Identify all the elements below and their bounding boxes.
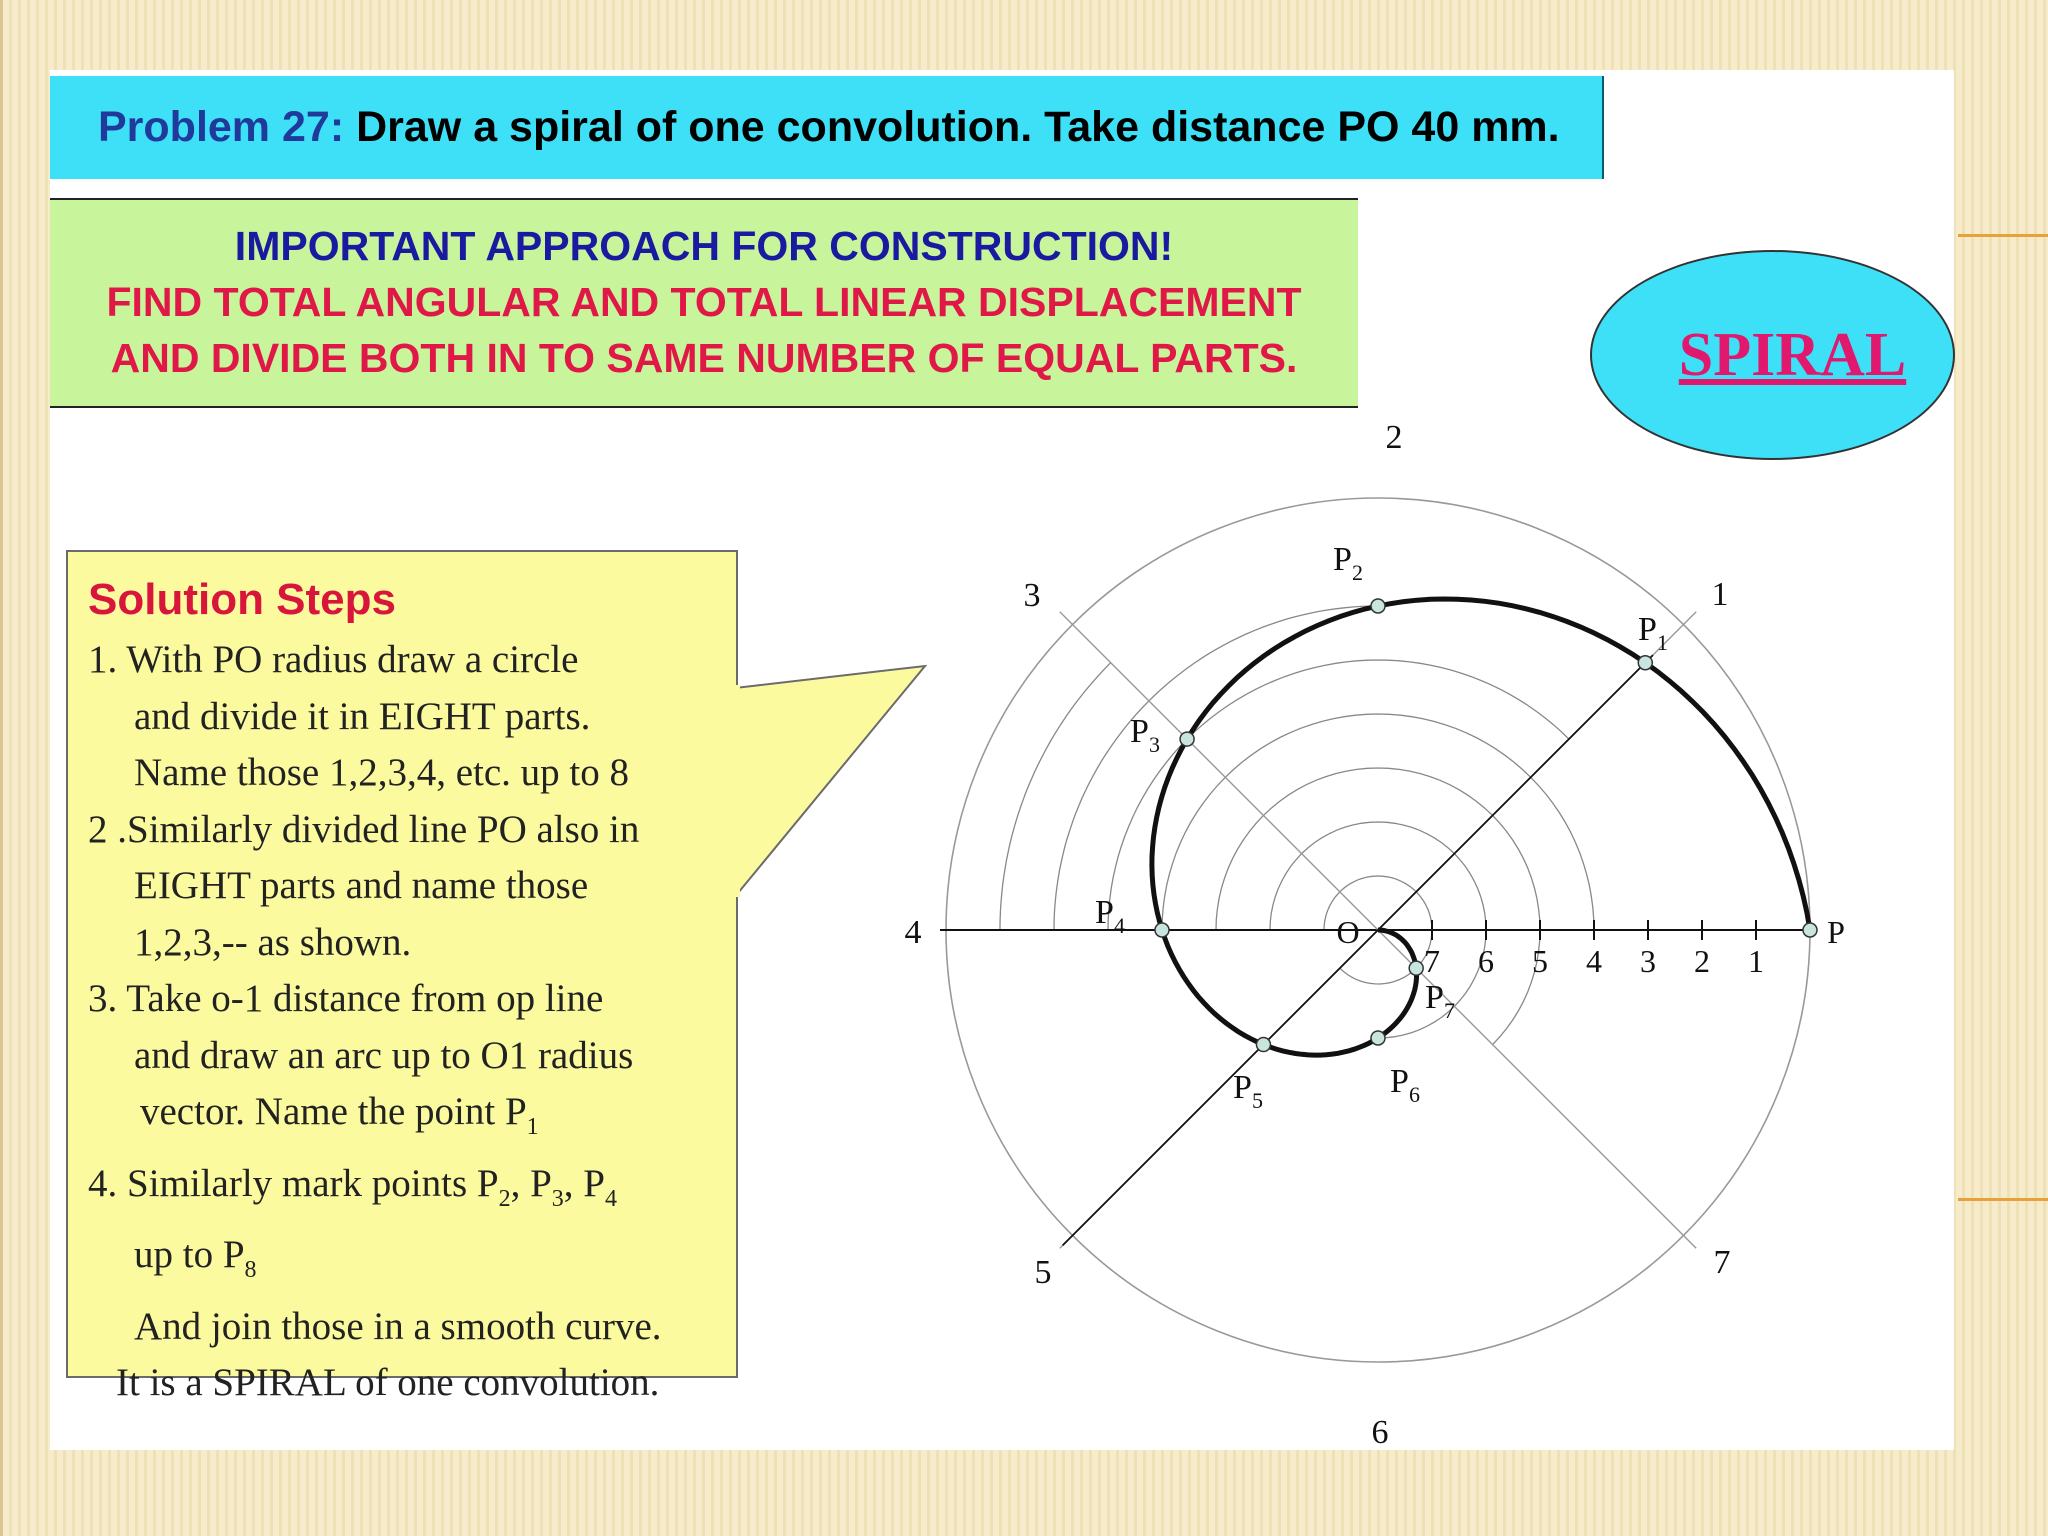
step-3-subscript: 1: [526, 1114, 539, 1140]
step-2-line-b: EIGHT parts and name those: [134, 864, 589, 907]
step-3-line-a: 3. Take o-1 distance from op line: [88, 977, 604, 1020]
step-3-line-b: and draw an arc up to O1 radius: [134, 1033, 634, 1077]
circle-division-label-6: 6: [1371, 1414, 1389, 1451]
diagram-labels: [905, 419, 1845, 1451]
step-4-sep-1: , P: [510, 1161, 552, 1205]
point-p: [1803, 923, 1817, 937]
circle-division-label-5: 5: [1034, 1254, 1052, 1291]
spiral-point-label-2: $P_2$: [1333, 541, 1363, 585]
problem-label: Problem 27:: [98, 103, 345, 151]
spiral-point-3: [1180, 732, 1194, 746]
spiral-point-label-1: $P_1$: [1638, 611, 1668, 655]
circle-division-label-4: 4: [904, 914, 922, 951]
step-3-text: vector. Name the point P: [140, 1090, 527, 1133]
po-division-label-6: 6: [1478, 943, 1494, 979]
step-4-sub-2: 3: [551, 1185, 564, 1212]
po-division-label-4: 4: [1586, 943, 1602, 979]
approach-line-2: AND DIVIDE BOTH IN TO SAME NUMBER OF EQUAL PARTS.: [110, 335, 1298, 381]
center-label-o: O: [1336, 914, 1360, 950]
step-4-text: 4. Similarly mark points P: [88, 1161, 499, 1205]
circle-division-label-2: 2: [1385, 419, 1403, 456]
spiral-point-2: [1371, 599, 1385, 613]
circle-division-label-3: 3: [1023, 577, 1041, 614]
step-1-line-b: and divide it in EIGHT parts.: [134, 694, 591, 738]
spiral-point-6: [1371, 1031, 1385, 1045]
po-division-label-3: 3: [1640, 943, 1656, 979]
problem-text: Draw a spiral of one convolution. Take distance PO 40 mm.: [356, 103, 1560, 151]
spiral-point-label-7: $P_7$: [1425, 979, 1455, 1023]
spiral-point-7: [1409, 961, 1423, 975]
spiral-title: SPIRAL: [1678, 320, 1907, 389]
step-4-sub-1: 2: [498, 1185, 511, 1212]
step-1-line-c: Name those 1,2,3,4, etc. up to 8: [134, 751, 629, 794]
spiral-point-1: [1638, 656, 1652, 670]
spiral-point-label-4: $P_4$: [1095, 894, 1125, 938]
spiral-point-5: [1256, 1038, 1270, 1052]
steps-title: Solution Steps: [88, 575, 396, 624]
spiral-point-label-6: $P_6$: [1390, 1063, 1420, 1107]
circle-division-label-7: 7: [1713, 1244, 1731, 1281]
spiral-point-label-5: $P_5$: [1233, 1069, 1263, 1113]
circle-division-label-1: 1: [1711, 576, 1729, 613]
step-4b-subscript: 8: [244, 1257, 257, 1283]
end-label-p: P: [1827, 914, 1845, 950]
po-division-label-2: 2: [1694, 943, 1710, 979]
po-division-label-1: 1: [1748, 943, 1764, 979]
spiral-point-4: [1155, 923, 1169, 937]
spiral-point-label-3: $P_3$: [1130, 713, 1160, 757]
step-1-line-a: 1. With PO radius draw a circle: [88, 638, 579, 681]
radial-lines: [940, 612, 1810, 1248]
construction-arc-5: [1216, 768, 1540, 1045]
step-2-line-a: 2 .Similarly divided line PO also in: [88, 807, 640, 851]
construction-arc-1: [1000, 663, 1111, 930]
step-4-sep-2: , P: [563, 1161, 605, 1205]
approach-line-1: FIND TOTAL ANGULAR AND TOTAL LINEAR DISPLACEMENT: [106, 279, 1302, 325]
approach-title: IMPORTANT APPROACH FOR CONSTRUCTION!: [234, 223, 1174, 269]
step-4b-text: up to P: [134, 1233, 245, 1276]
step-4-sub-3: 4: [605, 1185, 617, 1212]
step-4-line-d: It is a SPIRAL of one convolution.: [116, 1361, 660, 1404]
po-division-label-5: 5: [1532, 943, 1548, 979]
po-division-label-7: 7: [1424, 943, 1440, 979]
step-4-line-c: And join those in a smooth curve.: [134, 1304, 662, 1348]
step-2-line-c: 1,2,3,-- as shown.: [134, 920, 412, 964]
